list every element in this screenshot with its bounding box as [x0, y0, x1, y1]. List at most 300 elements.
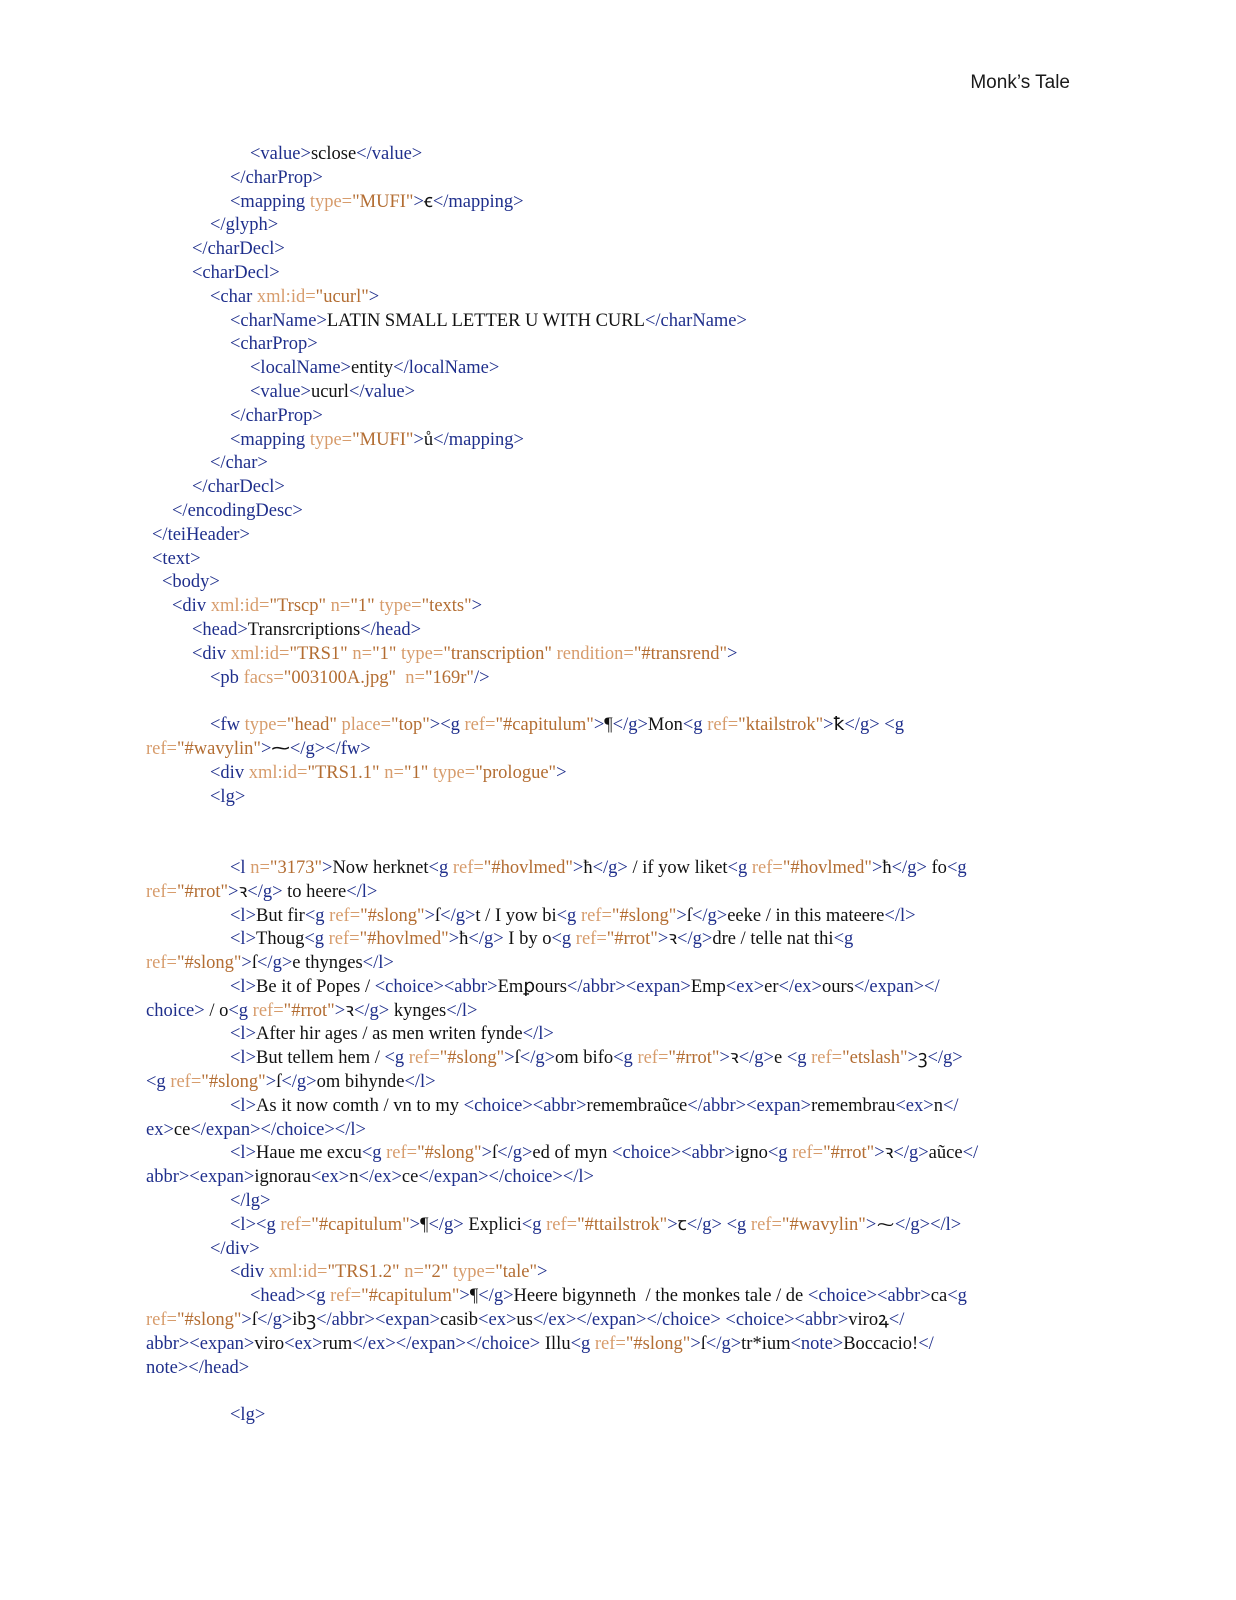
xml-tag: <l [230, 857, 251, 878]
xml-tag: <g [361, 1143, 387, 1164]
xml-tag: > [865, 1214, 877, 1235]
xml-tag: </g> <g [686, 1214, 751, 1235]
xml-attribute: xml:id= [268, 1262, 328, 1283]
xml-tag: > [690, 1333, 701, 1354]
xml-tag: </value> [348, 381, 416, 402]
xml-attribute-value: "TRS1" [289, 643, 348, 664]
xml-text: Illu [540, 1333, 571, 1354]
xml-attribute-value: "2" [423, 1262, 449, 1283]
xml-tag: </value> [356, 144, 423, 164]
xml-tag: <g [228, 1000, 253, 1021]
xml-tag: <ex> [478, 1310, 517, 1331]
xml-tag: > [265, 1072, 277, 1093]
xml-tag: <mapping [230, 191, 310, 212]
xml-tag: <g [682, 715, 708, 736]
xml-text: tr*ium [741, 1333, 791, 1354]
xml-text: ꞇ [677, 1214, 687, 1235]
xml-attribute: n= [399, 1262, 424, 1283]
xml-tag: <g [570, 1333, 595, 1354]
xml-attribute-value: "3173" [269, 857, 322, 878]
xml-tag: ><g [429, 715, 465, 736]
xml-text: ꝛ [238, 881, 248, 902]
xml-tag: <l> [230, 1024, 257, 1045]
code-line [146, 738, 1086, 762]
xml-tag: <ex> [284, 1333, 323, 1354]
xml-attribute: n= [396, 667, 425, 688]
xml-attribute-value: "#rrot" [283, 1000, 335, 1021]
xml-tag: </g> [738, 1048, 774, 1069]
code-line [146, 1142, 1086, 1166]
code-line [146, 1023, 1086, 1047]
xml-attribute-value: "prologue" [475, 762, 557, 783]
xml-tag: <div [172, 596, 211, 617]
xml-text: ꝁ [833, 715, 845, 736]
xml-attribute: type= [244, 715, 287, 736]
code-line [146, 1214, 1086, 1238]
xml-attribute-value: "#slong" [201, 1072, 266, 1093]
xml-text: fo [926, 857, 947, 878]
xml-attribute: xml:id= [230, 643, 290, 664]
xml-tag: </g> [478, 1286, 514, 1307]
xml-attribute: ref= [751, 857, 783, 878]
xml-text: ⁓ [876, 1214, 895, 1235]
xml-attribute-value: "#slong" [417, 1143, 482, 1164]
xml-tag: <ex> [895, 1095, 934, 1116]
code-line [146, 928, 1086, 952]
xml-attribute: ref= [146, 953, 177, 974]
code-line [146, 310, 1086, 334]
xml-tag: > [413, 429, 424, 450]
code-line [146, 1166, 1086, 1190]
xml-text: ce [401, 1167, 419, 1188]
xml-tag: </l> [884, 905, 916, 926]
xml-tag: <l><g [230, 1214, 281, 1235]
xml-text: casib [440, 1310, 479, 1331]
xml-attribute-value: "#slong" [176, 1310, 242, 1331]
xml-text: ſ [276, 1072, 282, 1093]
xml-text: Emꝑours [497, 976, 567, 997]
xml-tag: > [413, 191, 424, 212]
xml-text: After hir ages / as men writen fynde [256, 1024, 523, 1045]
xml-text: ed of myn [532, 1143, 613, 1164]
xml-text: ꞓ [423, 191, 433, 212]
xml-text: ꝛ [668, 929, 678, 950]
xml-tag: <choice><abbr> [612, 1143, 735, 1164]
xml-tag: > [593, 715, 605, 736]
xml-attribute-value: "head" [286, 715, 337, 736]
xml-tag: > [459, 1286, 470, 1307]
xml-tag: </g> [705, 1333, 742, 1354]
xml-tag: </abbr><expan> [316, 1310, 441, 1331]
xml-tag: <g [304, 929, 329, 950]
xml-tag: note></head> [146, 1357, 250, 1378]
xml-text: remembrau [811, 1095, 896, 1116]
xml-text: e thynges [292, 953, 363, 974]
xml-tag: </lg> [230, 1191, 271, 1212]
code-line [146, 191, 1086, 215]
xml-attribute: facs= [243, 667, 284, 688]
xml-tag: </localName> [393, 358, 500, 379]
xml-tag: </expan></choice></l> [418, 1167, 594, 1188]
xml-attribute: xml:id= [210, 596, 270, 617]
xml-text: ꝛ [345, 1000, 354, 1021]
xml-attribute: n= [250, 857, 270, 878]
xml-text: Mon [647, 715, 683, 736]
xml-text: Transrcriptions [247, 619, 361, 640]
xml-tag: <fw [210, 715, 245, 736]
xml-text: ⁓ [271, 738, 290, 759]
xml-text: aũce [928, 1143, 963, 1164]
xml-attribute: xml:id= [256, 286, 316, 307]
xml-attribute: place= [336, 715, 392, 736]
code-line [146, 1357, 1086, 1381]
xml-text: ignorau [254, 1167, 311, 1188]
xml-tag: <div [192, 643, 231, 664]
xml-tag: </glyph> [210, 215, 279, 236]
xml-tag: <note> [790, 1333, 844, 1354]
xml-text: eeke / in this mateere [727, 905, 885, 926]
xml-text: Be it of Popes / [256, 976, 375, 997]
xml-attribute: ref= [330, 1286, 362, 1307]
xml-attribute-value: "1" [372, 643, 397, 664]
xml-tag: > [368, 286, 380, 307]
xml-attribute-value: "#capitulum" [495, 715, 594, 736]
xml-tag: <mapping [230, 429, 310, 450]
xml-text: Heere bigynneth / the monkes tale / de [513, 1286, 808, 1307]
xml-tag: <g [946, 857, 967, 878]
xml-text: rum [322, 1333, 353, 1354]
xml-text: igno [734, 1143, 768, 1164]
xml-tag: </g> [592, 857, 628, 878]
xml-tag: </teiHeader> [152, 524, 250, 545]
xml-attribute: rendition= [551, 643, 634, 664]
xml-tag: > [556, 762, 567, 783]
xml-tag: <g [428, 857, 453, 878]
code-line [146, 214, 1086, 238]
code-line [146, 333, 1086, 357]
xml-attribute-value: "#ttailstrok" [577, 1214, 668, 1235]
xml-tag: </char> [210, 453, 268, 474]
code-line [146, 500, 1086, 524]
code-line [146, 429, 1086, 453]
xml-text: ſ [492, 1143, 498, 1164]
xml-tag: <charName> [230, 310, 327, 331]
xml-attribute-value: "ucurl" [315, 286, 369, 307]
xml-attribute: ref= [594, 1333, 626, 1354]
xml-tag: </g> [257, 1310, 293, 1331]
xml-tag: </charProp> [230, 167, 323, 188]
xml-tag: </div> [210, 1238, 260, 1259]
xml-tag: > [241, 953, 252, 974]
xml-attribute: ref= [707, 715, 739, 736]
code-line [146, 262, 1086, 286]
xml-tag: <value> [250, 144, 311, 164]
xml-tag: <g [767, 1143, 793, 1164]
xml-text: Now herknet [332, 857, 429, 878]
xml-tag: <g [613, 1048, 638, 1069]
code-line [146, 786, 1086, 810]
xml-tag: </mapping> [433, 429, 524, 450]
xml-attribute: ref= [328, 929, 360, 950]
code-line [146, 1047, 1086, 1071]
xml-tag: > [537, 1262, 548, 1283]
xml-text: kynges [389, 1000, 447, 1021]
code-line [146, 524, 1086, 548]
xml-tag: > [471, 596, 483, 617]
xml-tag: <g [727, 857, 752, 878]
xml-text: ſ [251, 1310, 257, 1331]
xml-attribute: ref= [146, 1310, 177, 1331]
xml-tag: /> [473, 667, 490, 688]
xml-attribute: ref= [546, 1214, 578, 1235]
xml-tag: </g></l> [894, 1214, 962, 1235]
xml-tag: </g> [440, 905, 476, 926]
xml-text: remembraũce [586, 1095, 688, 1116]
code-line [146, 381, 1086, 405]
code-line [146, 357, 1086, 381]
xml-tag: <l> [230, 1048, 257, 1069]
xml-attribute-value: "#hovlmed" [359, 929, 449, 950]
xml-tag: <charProp> [230, 334, 318, 355]
xml-tag: </abbr><expan> [687, 1095, 812, 1116]
xml-attribute: ref= [750, 1214, 782, 1235]
xml-tag: <choice><abbr> [374, 976, 498, 997]
xml-attribute: xml:id= [248, 762, 308, 783]
xml-attribute: type= [309, 429, 353, 450]
xml-tag: </g> [519, 1048, 556, 1069]
code-line [146, 1309, 1086, 1333]
xml-text: ours [821, 976, 854, 997]
xml-text: But tellem hem / [256, 1048, 385, 1069]
xml-attribute: n= [326, 596, 351, 617]
xml-tag: </g> [677, 929, 713, 950]
xml-attribute-value: "#slong" [176, 953, 242, 974]
xml-text: But fir [256, 905, 305, 926]
xml-attribute: ref= [408, 1048, 440, 1069]
xml-tag: > [424, 905, 436, 926]
xml-tag: </g> [257, 953, 293, 974]
xml-tag: </l> [404, 1072, 436, 1093]
xml-tag: > [481, 1143, 492, 1164]
xml-attribute: type= [428, 762, 476, 783]
xml-attribute-value: "#slong" [625, 1333, 691, 1354]
xml-attribute-value: "#rrot" [176, 881, 229, 902]
xml-tag: > [334, 1000, 346, 1021]
xml-attribute-value: "top" [391, 715, 430, 736]
code-line [146, 548, 1086, 572]
xml-attribute-value: "etslash" [842, 1048, 908, 1069]
xml-tag: <g [786, 1048, 812, 1069]
xml-tag: </ex> [778, 976, 822, 997]
xml-text: ꝛ [729, 1048, 739, 1069]
xml-text: ibꝫ [292, 1310, 317, 1331]
xml-attribute-value: "#slong" [360, 905, 425, 926]
xml-attribute: ref= [792, 1143, 824, 1164]
xml-text: dre / telle nat thi [712, 929, 834, 950]
xml-text: viroꝝ [848, 1310, 889, 1331]
xml-tag: ex> [146, 1119, 174, 1140]
xml-tag: <head><g [250, 1286, 331, 1307]
xml-tag: </ [888, 1310, 905, 1331]
xml-text: ¶ [469, 1286, 479, 1307]
xml-text: I by o [503, 929, 552, 950]
code-line [146, 1333, 1086, 1357]
xml-text: ¶ [604, 715, 613, 736]
code-line [146, 976, 1086, 1000]
xml-attribute: n= [347, 643, 373, 664]
xml-attribute-value: "1" [350, 596, 375, 617]
code-line [146, 952, 1086, 976]
xml-tag: <g [304, 905, 330, 926]
xml-text: Haue me excu [256, 1143, 362, 1164]
code-line [146, 452, 1086, 476]
xml-tag: </g></fw> [289, 738, 371, 759]
xml-tag: > [448, 929, 460, 950]
xml-attribute: ref= [252, 1000, 284, 1021]
xml-attribute: type= [448, 1262, 496, 1283]
xml-tag: <l> [230, 976, 257, 997]
xml-tag: </g> [281, 1072, 317, 1093]
code-line [146, 643, 1086, 667]
xml-tag: </l> [362, 953, 394, 974]
xml-tag: </g> [691, 905, 728, 926]
code-line [146, 405, 1086, 429]
xml-attribute-value: "tale" [495, 1262, 538, 1283]
xml-attribute: ref= [464, 715, 496, 736]
xml-attribute-value: "#rrot" [606, 929, 658, 950]
code-line [146, 238, 1086, 262]
xml-attribute-value: "TRS1.2" [327, 1262, 400, 1283]
xml-attribute-value: "#wavylin" [781, 1214, 866, 1235]
xml-tag: <localName> [250, 358, 351, 379]
xml-text: ů [423, 429, 434, 450]
code-line [146, 714, 1086, 738]
xml-tag: > [241, 1310, 252, 1331]
xml-text: t / I yow bi [475, 905, 557, 926]
xml-attribute: ref= [452, 857, 484, 878]
xml-tag: </abbr><expan> [566, 976, 691, 997]
xml-tag: </ [918, 1333, 934, 1354]
xml-tag: </expan></ [853, 976, 940, 997]
xml-tag: </g> [497, 1143, 533, 1164]
xml-attribute-value: "ktailstrok" [738, 715, 824, 736]
xml-attribute-value: "transcription" [443, 643, 552, 664]
xml-tag: <choice><abbr> [463, 1095, 587, 1116]
code-line [146, 1190, 1086, 1214]
xml-tag: </g> [353, 1000, 390, 1021]
xml-tag: <g [947, 1286, 967, 1307]
xml-tag: <l> [230, 1095, 257, 1116]
xml-tag: </ex></expan></choice> <choice><abbr> [532, 1310, 849, 1331]
code-line [146, 143, 1086, 167]
xml-attribute-value: "TRS1.1" [307, 762, 380, 783]
xml-tag: <value> [250, 381, 311, 402]
xml-tag: <g [833, 929, 854, 950]
xml-tag: </charName> [644, 310, 747, 331]
xml-attribute-value: "#capitulum" [311, 1214, 410, 1235]
xml-tag: </g> [612, 715, 648, 736]
xml-tag: > [657, 929, 669, 950]
xml-tag: > [676, 905, 687, 926]
xml-text: ce [173, 1119, 191, 1140]
code-line [146, 1261, 1086, 1285]
xml-tag: > [260, 738, 272, 759]
xml-tag: <head> [192, 619, 248, 640]
code-line [146, 476, 1086, 500]
xml-tag: <char [210, 286, 257, 307]
xml-tag: </l> [346, 881, 378, 902]
xml-tag: <div [210, 762, 249, 783]
xml-attribute-value: "#rrot" [668, 1048, 720, 1069]
code-line [146, 1000, 1086, 1024]
xml-attribute: type= [374, 596, 422, 617]
code-line [146, 571, 1086, 595]
xml-tag: <g [146, 1072, 171, 1093]
xml-text: ca [930, 1286, 948, 1307]
xml-tag: <l> [230, 1143, 257, 1164]
xml-tag: </g> [893, 1143, 929, 1164]
xml-attribute: ref= [811, 1048, 843, 1069]
page-header-title: Monk’s Tale [970, 72, 1070, 93]
xml-text: n [933, 1095, 943, 1116]
xml-attribute: ref= [637, 1048, 669, 1069]
xml-text: ħ [459, 929, 469, 950]
xml-tag: <g [551, 929, 576, 950]
xml-tag: </ [962, 1143, 979, 1164]
xml-attribute: ref= [146, 738, 177, 759]
code-line [146, 1071, 1086, 1095]
xml-tag: > [572, 857, 584, 878]
xml-tag: <body> [162, 572, 220, 593]
xml-attribute-value: "#slong" [611, 905, 677, 926]
xml-attribute-value: "Trscp" [269, 596, 327, 617]
blank-line [146, 809, 1086, 833]
xml-text: / o [204, 1000, 229, 1021]
xml-tag: </ex></expan></choice> [352, 1333, 541, 1354]
xml-tag: </charProp> [230, 405, 323, 426]
xml-text: to heere [282, 881, 347, 902]
blank-line [146, 1380, 1086, 1404]
xml-tag: </charDecl> [192, 477, 285, 498]
xml-text: viro [254, 1333, 285, 1354]
xml-tag: > [727, 643, 738, 664]
xml-attribute: ref= [146, 881, 177, 902]
xml-attribute: ref= [386, 1143, 418, 1164]
xml-text: As it now comth / vn to my [256, 1095, 464, 1116]
code-line [146, 1119, 1086, 1143]
xml-text: ucurl [310, 381, 349, 402]
xml-tag: <lg> [230, 1405, 266, 1426]
xml-attribute: ref= [329, 905, 361, 926]
xml-text: ſ [435, 905, 441, 926]
xml-text: ſ [686, 905, 692, 926]
xml-attribute-value: "1" [403, 762, 429, 783]
blank-line [146, 690, 1086, 714]
xml-tag: </g> <g [844, 715, 904, 736]
code-line [146, 667, 1086, 691]
xml-tag: <lg> [210, 786, 246, 807]
code-line [146, 762, 1086, 786]
xml-tag: <l> [230, 929, 257, 950]
code-line [146, 905, 1086, 929]
xml-text: us [516, 1310, 533, 1331]
code-line [146, 595, 1086, 619]
xml-text: ħ [583, 857, 593, 878]
xml-attribute: ref= [170, 1072, 202, 1093]
xml-attribute-value: "#transrend" [633, 643, 727, 664]
xml-text: om bifo [555, 1048, 614, 1069]
code-line [146, 286, 1086, 310]
